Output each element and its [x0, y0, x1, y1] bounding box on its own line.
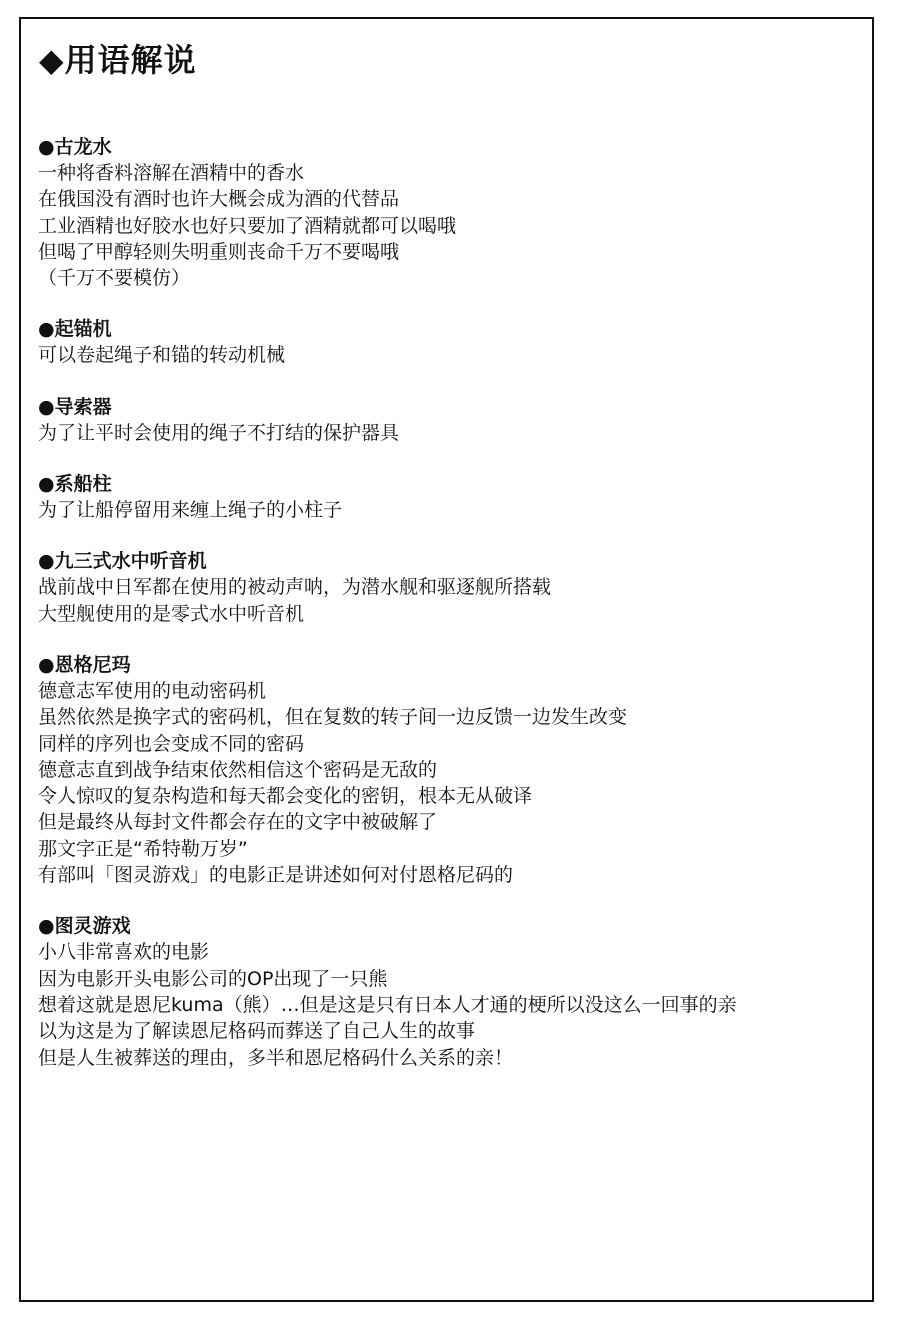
entry-term: ●恩格尼玛 [38, 653, 131, 676]
entry-line: 一种将香料溶解在酒精中的香水 [38, 162, 305, 184]
entry-term: ●古龙水 [38, 136, 112, 158]
entry-line: （千万不要模仿） [38, 267, 191, 290]
entry-line: 工业酒精也好胶水也好只要加了酒精就都可以喝哦 [38, 214, 457, 237]
entry-line: 那文字正是“希特勒万岁” [38, 837, 248, 860]
glossary-entry-windlass [38, 316, 858, 368]
entry-line: 大型舰使用的是零式水中听音机 [38, 602, 305, 625]
entry-term: ●系船柱 [38, 473, 112, 496]
entry-line: 为了让平时会使用的绳子不打结的保护器具 [38, 421, 400, 444]
entry-line: 可以卷起绳子和锚的转动机械 [38, 344, 286, 367]
entry-line: 但是最终从每封文件都会存在的文字中被破解了 [38, 811, 438, 834]
entry-line: 同样的序列也会变成不同的密码 [38, 732, 305, 755]
entry-line: 在俄国没有酒时也许大概会成为酒的代替品 [38, 188, 400, 211]
entry-line: 虽然依然是换字式的密码机，但在复数的转子间一边反馈一边发生改变 [38, 706, 628, 729]
entry-line: 德意志军使用的电动密码机 [38, 679, 267, 702]
glossary-entry-bollard [38, 471, 858, 523]
glossary-entry-fairlead [38, 394, 858, 446]
entry-term: ●图灵游戏 [38, 915, 131, 938]
glossary-entry-enigma [38, 652, 858, 888]
entry-line: 有部叫「图灵游戏」的电影正是讲述如何对付恩格尼码的 [38, 864, 514, 887]
entry-line: 战前战中日军都在使用的被动声呐，为潜水舰和驱逐舰所搭载 [38, 576, 552, 599]
entry-term: ●起锚机 [38, 318, 112, 341]
glossary-entry-hydrophone [38, 548, 858, 627]
entry-line: 但喝了甲醇轻则失明重则丧命千万不要喝哦 [38, 240, 400, 263]
glossary-entry-imitation-game [38, 913, 858, 1070]
entry-line: 为了让船停留用来缠上绳子的小柱子 [38, 499, 343, 522]
glossary-entry-cologne [38, 134, 858, 291]
glossary-list [38, 134, 858, 1096]
entry-term: ●导索器 [38, 395, 112, 418]
entry-line: 但是人生被葬送的理由，多半和恩尼格码什么关系的亲！ [38, 1046, 514, 1069]
entry-line: 因为电影开头电影公司的OP出现了一只熊 [38, 967, 388, 990]
entry-line: 想着这就是恩尼kuma（熊）…但是这是只有日本人才通的梗所以没这么一回事的亲 [38, 993, 737, 1016]
entry-term: ●九三式水中听音机 [38, 550, 207, 573]
entry-line: 小八非常喜欢的电影 [38, 941, 210, 964]
entry-line: 令人惊叹的复杂构造和每天都会变化的密钥，根本无从破译 [38, 785, 533, 808]
entry-line: 德意志直到战争结束依然相信这个密码是无敌的 [38, 758, 438, 781]
entry-line: 以为这是为了解读恩尼格码而葬送了自己人生的故事 [38, 1020, 476, 1043]
page-title: ◆用语解说 [39, 41, 197, 79]
